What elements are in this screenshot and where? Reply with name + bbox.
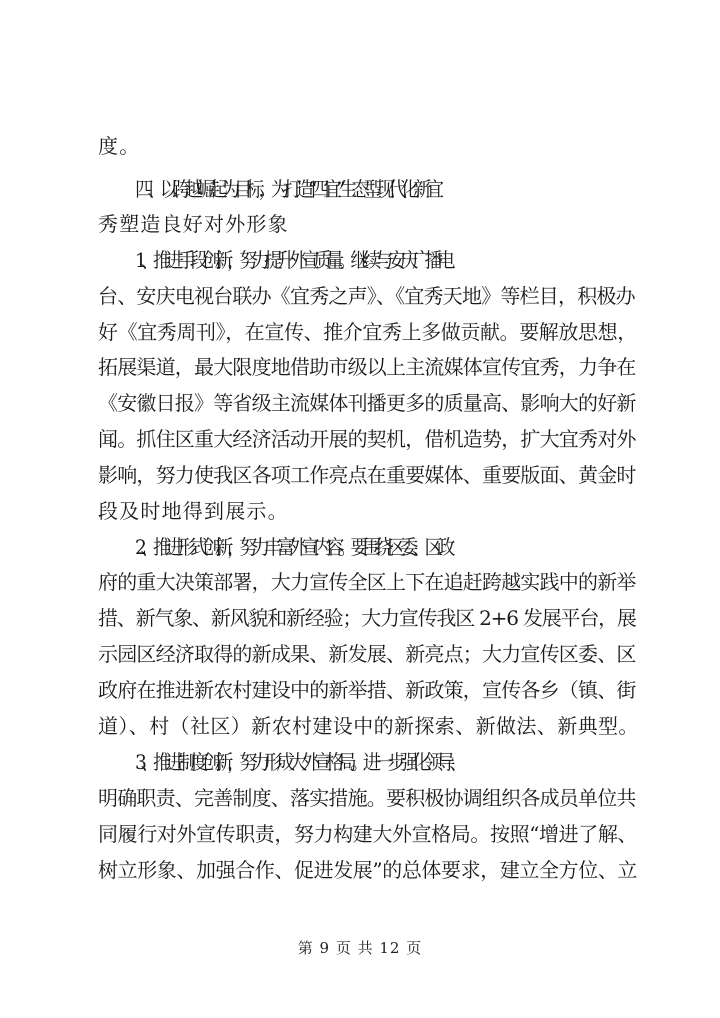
- section-heading-line: 四、以跨越崛起为目标，为打造“四宜”生态型现代化新宜: [135, 177, 438, 201]
- paragraph-line: 树立形象、加强合作、促进发展”的总体要求，建立全方位、立: [98, 858, 638, 882]
- section-heading-line: 秀塑造良好对外形象: [98, 212, 289, 236]
- page-number-footer: 第 9 页 共 12 页: [297, 939, 423, 957]
- paragraph-line: 政府在推进新农村建设中的新举措、新政策，宣传各乡（镇、街: [98, 678, 636, 702]
- paragraph-line: 3、推进制度创新，努力形成大外宣格局。进一步强化领导、: [135, 750, 462, 774]
- paragraph-line: 措、新气象、新风貌和新经验；大力宣传我区 2+6 发展平台，展: [98, 606, 636, 630]
- paragraph-line: 台、安庆电视台联办《宜秀之声》、《宜秀天地》等栏目，积极办: [98, 284, 635, 308]
- paragraph-line: 2、推进形式创新，努力丰富外宣内容。要围绕区委、区政: [135, 535, 450, 559]
- paragraph-line: 明确职责、完善制度、落实措施。要积极协调组织各成员单位共: [98, 786, 636, 810]
- paragraph-line: 影响，努力使我区各项工作亮点在重要媒体、重要版面、黄金时: [98, 463, 636, 487]
- paragraph-line: 道）、村（社区）新农村建设中的新探索、新做法、新典型。: [98, 714, 639, 738]
- paragraph-line: 《安徽日报》等省级主流媒体刊播更多的质量高、影响大的好新: [98, 391, 636, 415]
- paragraph-line: 1、推进手段创新，努力提升外宣质量。继续与安庆广播电: [135, 248, 450, 272]
- paragraph-line: 好《宜秀周刊》，在宣传、推介宜秀上多做贡献。要解放思想，: [98, 320, 637, 344]
- paragraph-line: 闻。抓住区重大经济活动开展的契机，借机造势，扩大宜秀对外: [98, 427, 636, 451]
- paragraph-line: 段及时地得到展示。: [98, 499, 289, 523]
- paragraph-line: 同履行对外宣传职责，努力构建大外宣格局。按照“增进了解、: [98, 822, 638, 846]
- paragraph-line: 拓展渠道，最大限度地借助市级以上主流媒体宣传宜秀，力争在: [98, 355, 636, 379]
- paragraph-line: 府的重大决策部署，大力宣传全区上下在追赶跨越实践中的新举: [98, 570, 636, 594]
- paragraph-line: 示园区经济取得的新成果、新发展、新亮点；大力宣传区委、区: [98, 642, 636, 666]
- text-line: 度。: [98, 134, 141, 158]
